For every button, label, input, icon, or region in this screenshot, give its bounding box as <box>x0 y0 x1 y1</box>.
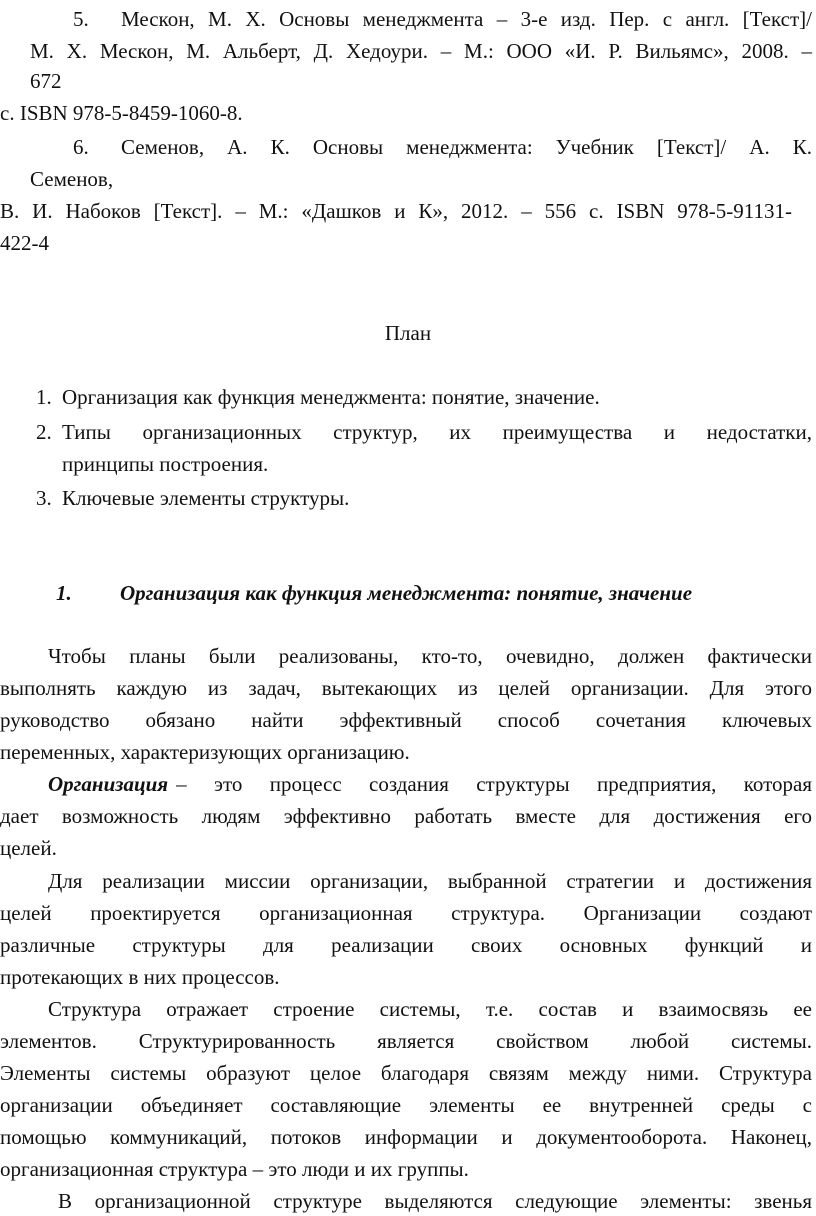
reference-line: Семенов, А. К. Основы менеджмента: Учебник [Текст]/ А. К. <box>121 135 812 159</box>
paragraph-line: Структура отражает строение системы, т.е. состав и взаимосвязь ее <box>48 997 812 1021</box>
plan-item-number: 3. <box>36 486 52 510</box>
reference-line: 672 <box>30 69 62 93</box>
paragraph-line: протекающих в них процессов. <box>0 965 280 989</box>
paragraph-line: В организационной структуре выделяются следующие элементы: звенья <box>58 1189 812 1213</box>
paragraph-line: различные структуры для реализации своих основных функций и <box>0 933 812 957</box>
section-number: 1. <box>56 581 72 605</box>
paragraph-line: организационная структура – это люди и их группы. <box>0 1157 469 1181</box>
paragraph-line: выполнять каждую из задач, вытекающих из целей организации. Для этого <box>0 676 812 700</box>
paragraph-line: помощью коммуникаций, потоков информации и документооборота. Наконец, <box>0 1125 812 1149</box>
plan-item-text: Типы организационных структур, их преимущества и недостатки, <box>62 420 812 444</box>
reference-line: В. И. Набоков [Текст]. – М.: «Дашков и К», 2012. – 556 с. ISBN 978-5-91131- <box>0 199 792 223</box>
paragraph-line: Для реализации миссии организации, выбранной стратегии и достижения <box>48 869 812 893</box>
plan-item-text: Организация как функция менеджмента: понятие, значение. <box>62 385 600 409</box>
paragraph-line: организации объединяет составляющие элементы ее внутренней среды с <box>0 1093 812 1117</box>
plan-title: План <box>384 321 432 345</box>
paragraph-line: руководство обязано найти эффективный способ сочетания ключевых <box>0 708 812 732</box>
paragraph-line: переменных, характеризующих организацию. <box>0 740 410 764</box>
section-title: Организация как функция менеджмента: понятие, значение <box>120 581 693 605</box>
reference-number: 5. <box>73 7 89 31</box>
plan-item-number: 2. <box>36 420 52 444</box>
paragraph-line: целей. <box>0 836 57 860</box>
paragraph-line: – это процесс создания структуры предприятия, которая <box>176 772 812 796</box>
reference-line: 422-4 <box>0 231 49 255</box>
reference-number: 6. <box>73 135 89 159</box>
paragraph-line: Элементы системы образуют целое благодаря связям между ними. Структура <box>0 1061 812 1085</box>
defined-term: Организация <box>48 772 169 796</box>
paragraph-line: дает возможность людям эффективно работать вместе для достижения его <box>0 804 812 828</box>
paragraph-line: Чтобы планы были реализованы, кто-то, очевидно, должен фактически <box>48 644 812 668</box>
plan-item-text: принципы построения. <box>62 452 269 476</box>
plan-item-text: Ключевые элементы структуры. <box>62 486 350 510</box>
reference-line: Мескон, М. Х. Основы менеджмента – 3-е изд. Пер. с англ. [Текст]/ <box>121 7 812 31</box>
plan-item-number: 1. <box>36 385 52 409</box>
reference-line: с. ISBN 978-5-8459-1060-8. <box>0 101 243 125</box>
reference-line: Семенов, <box>30 167 114 191</box>
paragraph-line: целей проектируется организационная структура. Организации создают <box>0 901 812 925</box>
reference-line: М. Х. Мескон, М. Альберт, Д. Хедоури. – М.: ООО «И. Р. Вильямс», 2008. – <box>30 39 812 63</box>
paragraph-line: элементов. Структурированность является свойством любой системы. <box>0 1029 812 1053</box>
